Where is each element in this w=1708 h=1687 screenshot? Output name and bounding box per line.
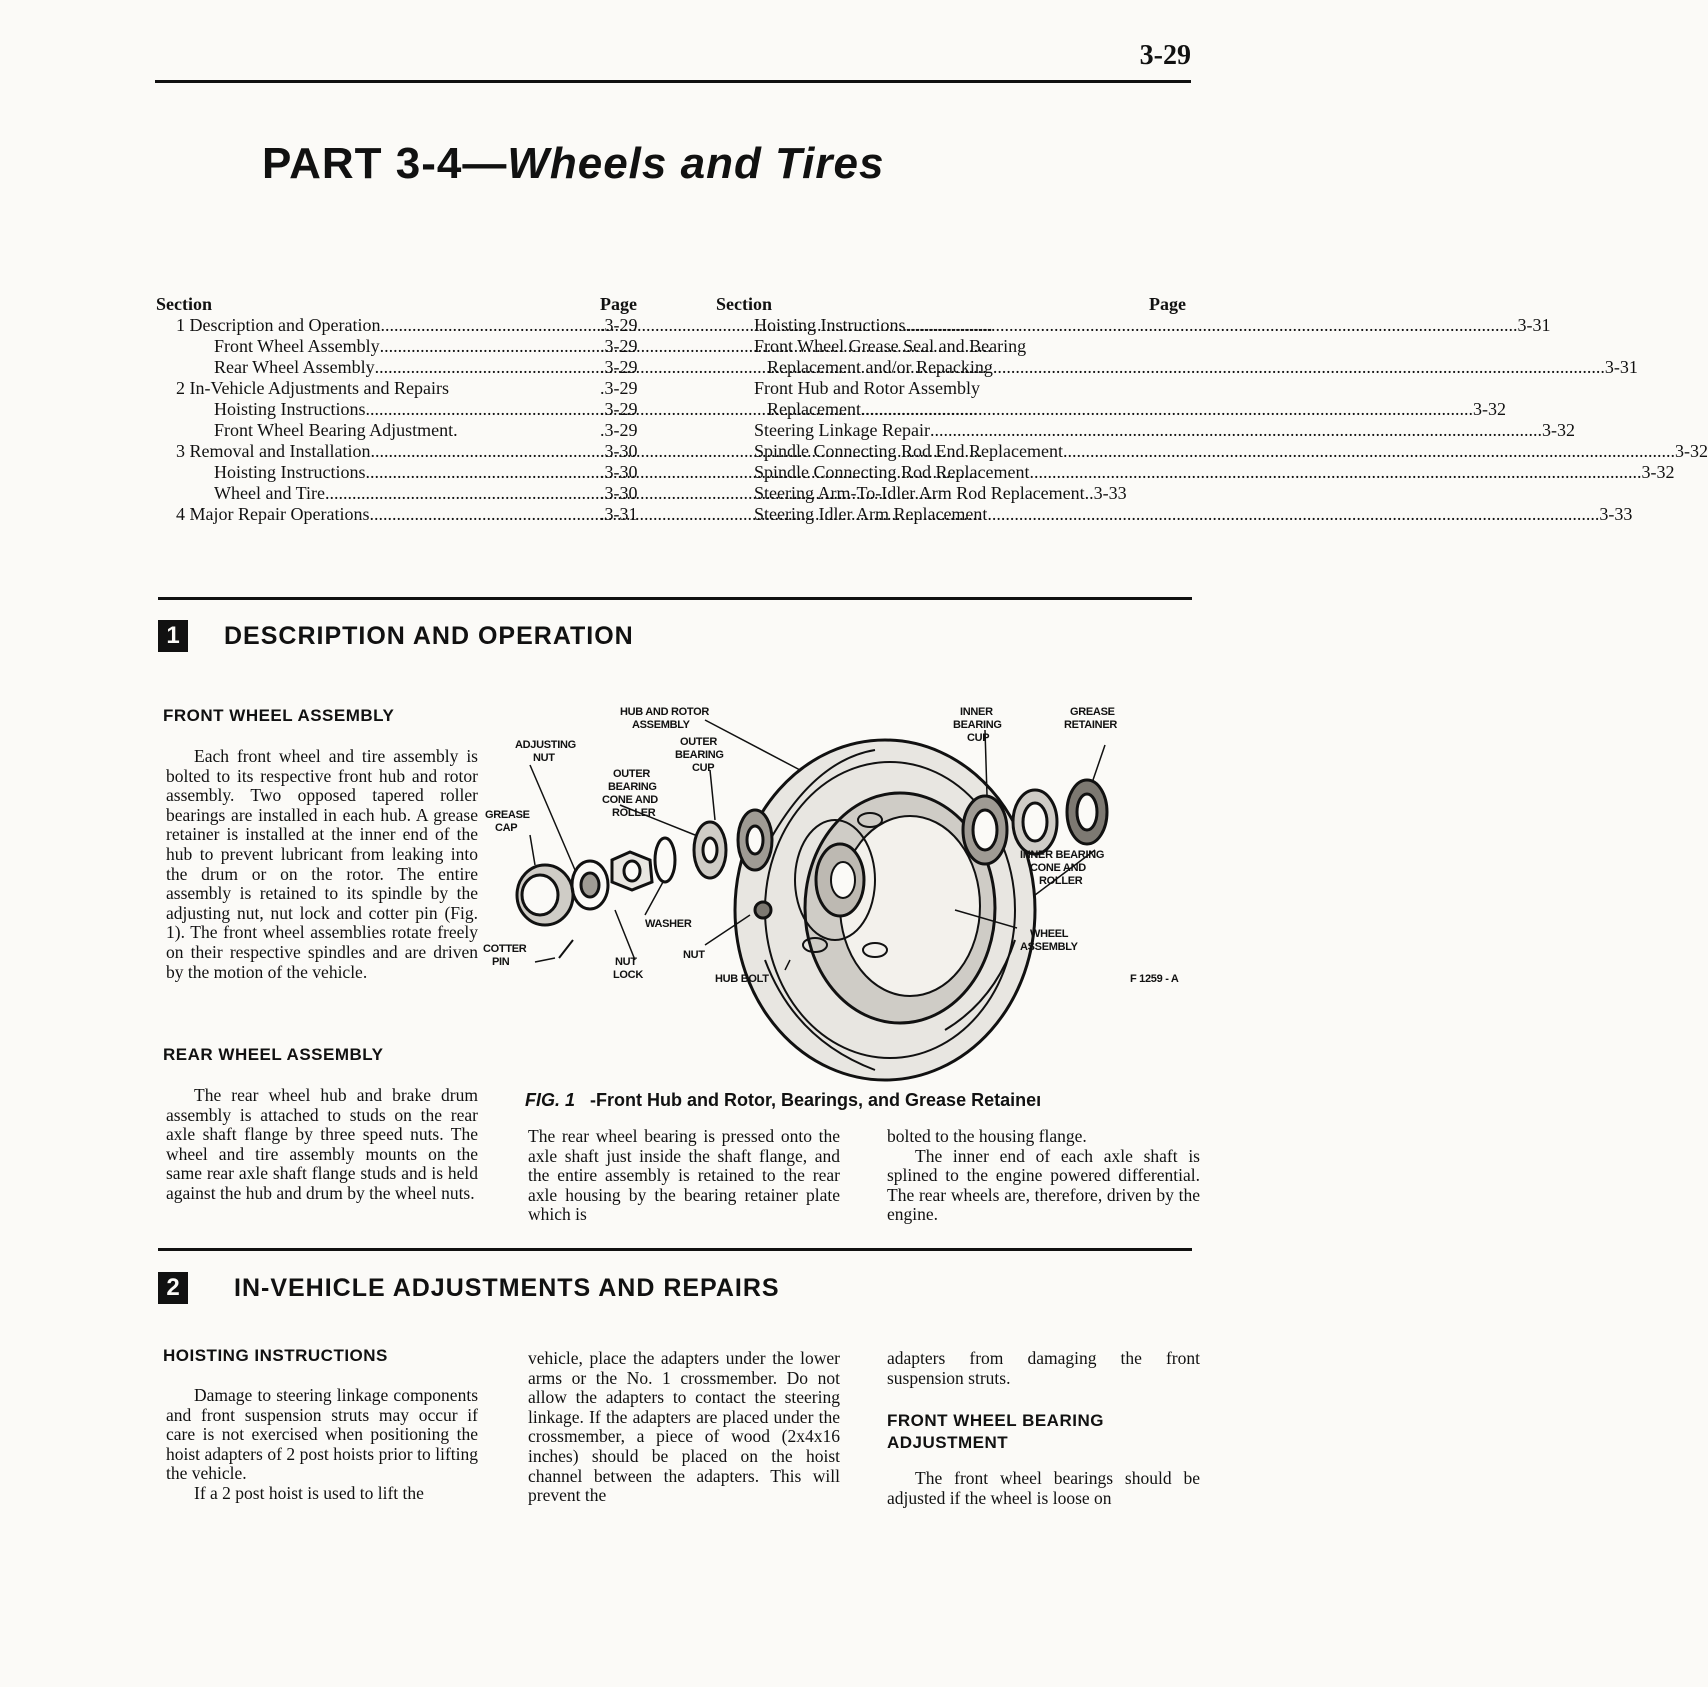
page-number: 3-29 <box>1139 40 1191 71</box>
part-name: Wheels and Tires <box>507 139 885 188</box>
label-grease-cap: GREASE <box>485 809 530 821</box>
toc-left-page-header: Page <box>600 294 637 314</box>
toc-entry: Spindle Connecting Rod Replacement ..... 3-32 <box>716 462 1186 483</box>
label-inner-cone: CONE AND <box>1030 862 1086 874</box>
rear-wheel-text-1: The rear wheel hub and brake drum assembly is attached to studs on the rear axle shaft flange by three speed nuts. The wheel and tire assembly mounts on the same rear axle shaft flange studs and is held against the hub and drum by the wheel nuts. <box>166 1085 478 1203</box>
toc-entry: Hoisting Instructions ..... 3-31 <box>716 315 1186 336</box>
toc-entry: Steering Idler Arm Replacement ..... 3-33 <box>716 504 1186 525</box>
section1-header <box>158 620 634 652</box>
toc-page: .3-30 <box>600 462 638 482</box>
outer-bearing-parts <box>517 810 772 958</box>
label-wheel-assembly: WHEEL <box>1030 928 1069 940</box>
toc-entry: Front Wheel Bearing Adjustment. <box>214 420 458 440</box>
hoisting-text-2: vehicle, place the adapters under the lower arms or the No. 1 crossmember. Do not allow the adapters to contact the steering linkage. If the adapters are placed under the crossmember, a piece of wood (2x4x16 inches) should be placed on the hoist channel between the adapters. This will prevent the <box>528 1348 840 1506</box>
section1-title: DESCRIPTION AND OPERATION <box>224 621 634 650</box>
toc-page: .3-30 <box>600 441 638 461</box>
figure-code: F 1259 - A <box>1130 973 1179 985</box>
toc-page: .3-29 <box>600 315 638 335</box>
toc-entry: 3 Removal and Installation ..... <box>156 441 499 462</box>
label-outer-cone: CONE AND <box>602 794 658 806</box>
toc-left <box>156 294 499 525</box>
label-adjusting-nut: ADJUSTING <box>515 739 576 751</box>
label-nut: NUT <box>683 949 705 961</box>
label-hub-rotor: ASSEMBLY <box>632 719 690 731</box>
fwb-text: The front wheel bearings should be adjusted if the wheel is loose on <box>887 1468 1200 1508</box>
toc-entry: Spindle Connecting Rod End Replacement ..... 3-32 <box>716 441 1186 462</box>
toc-entry: Wheel and Tire ..... <box>156 483 499 504</box>
toc-right-section-header: Section <box>716 294 772 314</box>
label-hub-bolt: HUB BOLT <box>715 973 769 985</box>
section2-header <box>158 1272 780 1304</box>
toc-entry: Steering Linkage Repair ..... 3-32 <box>716 420 1186 441</box>
label-grease-retainer: GREASE <box>1070 706 1115 718</box>
toc-page: .3-29 <box>600 420 638 440</box>
label-outer-cone: BEARING <box>608 781 657 793</box>
label-nut-lock: NUT <box>615 956 637 968</box>
section2-rule <box>158 1248 1192 1251</box>
toc-entry: Rear Wheel Assembly ..... <box>156 357 499 378</box>
label-adjusting-nut: NUT <box>533 752 555 764</box>
toc-left-section-header: Section <box>156 294 212 314</box>
toc-page: .3-29 <box>600 357 638 377</box>
toc-entry: 2 In-Vehicle Adjustments and Repairs <box>176 378 449 398</box>
figure-caption-number: FIG. 1 <box>525 1090 576 1110</box>
toc-entry: Steering Arm-To-Idler Arm Rod Replacement.. 3-33 <box>754 483 1127 503</box>
section2-number-badge: 2 <box>158 1272 188 1304</box>
toc-page: .3-31 <box>600 504 638 524</box>
label-inner-cup: BEARING <box>953 719 1002 731</box>
label-outer-cup: CUP <box>692 762 715 774</box>
toc-entry: Front Wheel Assembly ..... <box>156 336 499 357</box>
toc-entry: Hoisting Instructions ..... <box>156 462 499 483</box>
toc-entry: Front Hub and Rotor Assembly <box>754 378 981 398</box>
label-inner-cone: INNER BEARING <box>1020 849 1105 861</box>
toc-right <box>716 294 1708 525</box>
header-rule <box>155 80 1191 83</box>
label-grease-retainer: RETAINER <box>1064 719 1118 731</box>
label-wheel-assembly: ASSEMBLY <box>1020 941 1078 953</box>
rear-wheel-text-2: The rear wheel bearing is pressed onto the axle shaft just inside the shaft flange, and the entire assembly is retained to the rear axle housing by the bearing retainer plate which is <box>528 1126 840 1225</box>
front-hub-diagram <box>483 700 1215 1080</box>
fwb-heading: FRONT WHEEL BEARING ADJUSTMENT <box>887 1411 1104 1452</box>
label-cotter-pin: PIN <box>492 956 510 968</box>
rear-wheel-text-3: bolted to the housing flange. The inner end of each axle shaft is splined to the engine powered differential. The rear wheels are, therefore, driven by the engine. <box>887 1126 1200 1225</box>
label-inner-cone: ROLLER <box>1039 875 1083 887</box>
section2-title: IN-VEHICLE ADJUSTMENTS AND REPAIRS <box>234 1273 780 1302</box>
toc-page: .3-29 <box>600 336 638 356</box>
part-prefix: PART 3-4— <box>262 139 508 188</box>
toc-page: .3-29 <box>600 378 638 398</box>
wheel-assembly-drawing <box>735 740 1035 1080</box>
label-hub-rotor: HUB AND ROTOR <box>620 706 709 718</box>
toc-entry: Front Wheel Grease Seal and Bearing <box>754 336 1027 356</box>
toc-entry: Hoisting Instructions ..... <box>156 399 499 420</box>
front-wheel-heading: FRONT WHEEL ASSEMBLY <box>163 706 395 725</box>
hoisting-text-1: Damage to steering linkage components and front suspension struts may occur if care is not exercised when positioning the hoist adapters of 2 post hoists prior to lifting the vehicle. If a 2 post hoist is used to lift the <box>166 1385 478 1503</box>
section1-number-badge: 1 <box>158 620 188 652</box>
label-grease-cap: CAP <box>495 822 518 834</box>
toc-page: .3-30 <box>600 483 638 503</box>
rear-wheel-heading: REAR WHEEL ASSEMBLY <box>163 1045 384 1064</box>
hoisting-heading: HOISTING INSTRUCTIONS <box>163 1346 388 1365</box>
toc-entry: Replacement and/or Repacking ..... 3-31 <box>716 357 1186 378</box>
toc-entry: 4 Major Repair Operations ..... <box>156 504 499 525</box>
toc-right-page-header: Page <box>1149 294 1186 314</box>
figure-caption-text: -Front Hub and Rotor, Bearings, and Grease Retaineı <box>590 1090 1042 1110</box>
label-nut-lock: LOCK <box>613 969 643 981</box>
hoisting-text-3: adapters from damaging the front suspension struts. <box>887 1348 1200 1388</box>
label-inner-cup: INNER <box>960 706 993 718</box>
front-wheel-text: Each front wheel and tire assembly is bolted to its respective front hub and rotor assembly. Two opposed tapered roller bearings are installed in each hub. A grease retainer is installed at the inner end of the hub to prevent lubricant from leaking into the drum or on the rotor. The entire assembly is retained to its spindle by the adjusting nut, nut lock and cotter pin (Fig. 1). The front wheel assemblies rotate freely on their respective spindles and are driven by the motion of the vehicle. <box>166 746 478 982</box>
label-washer: WASHER <box>645 918 692 930</box>
figure-caption <box>525 1090 1041 1111</box>
toc-page: .3-29 <box>600 399 638 419</box>
part-title <box>262 138 884 189</box>
label-outer-cup: BEARING <box>675 749 724 761</box>
label-cotter-pin: COTTER <box>483 943 527 955</box>
toc-entry: 1 Description and Operation ..... <box>156 315 499 336</box>
label-outer-cup: OUTER <box>680 736 718 748</box>
toc-left-pages <box>600 294 660 525</box>
label-outer-cone: OUTER <box>613 768 651 780</box>
toc-entry: Replacement ..... 3-32 <box>716 399 1186 420</box>
label-outer-cone: ROLLER <box>612 807 656 819</box>
label-inner-cup: CUP <box>967 732 990 744</box>
section1-rule <box>158 597 1192 600</box>
